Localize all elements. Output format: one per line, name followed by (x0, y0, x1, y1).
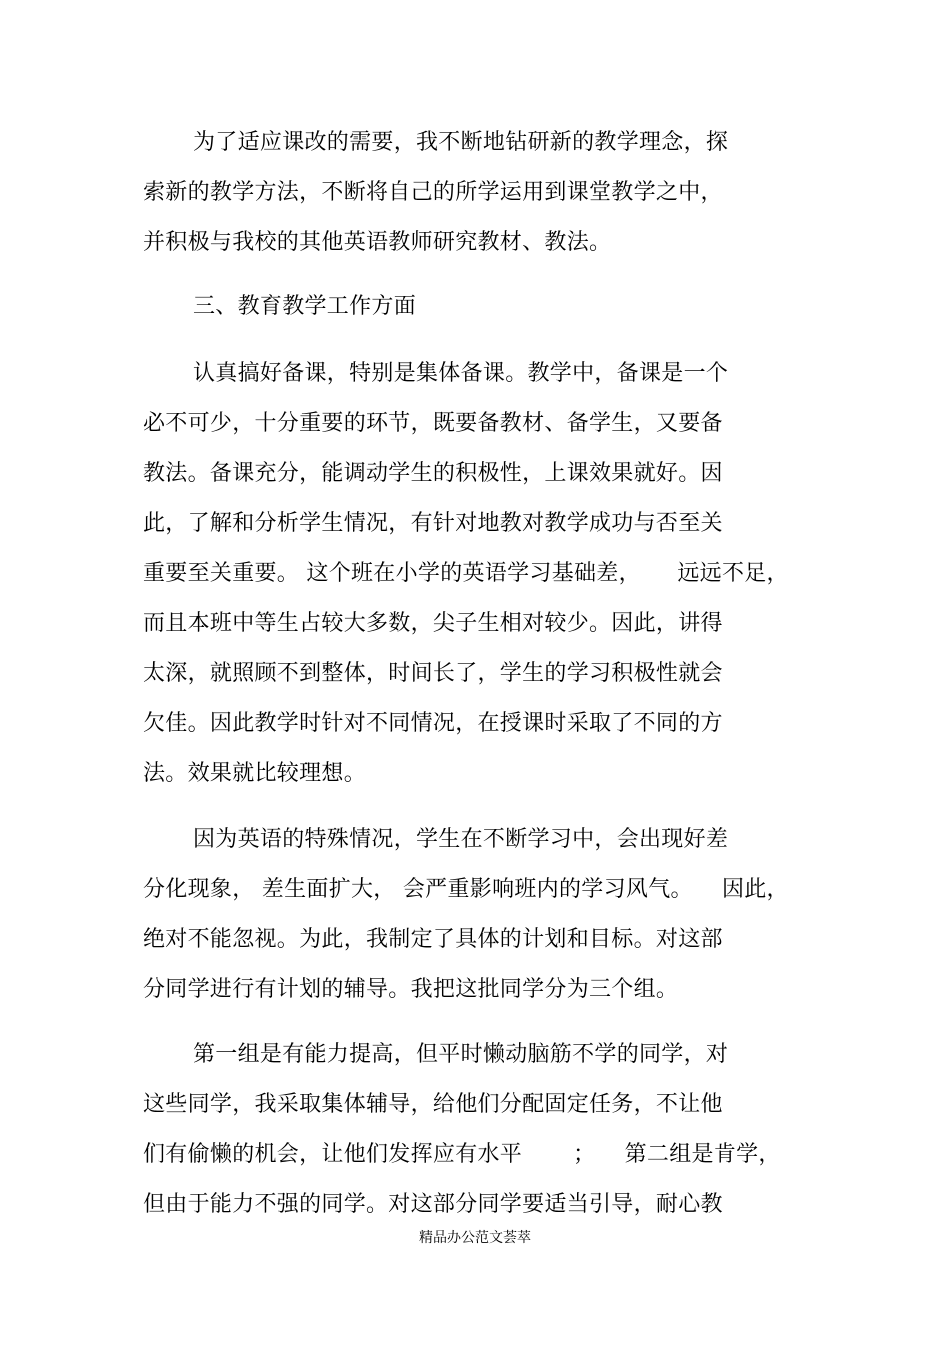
paragraph-5-line-3: 们有偷懒的机会，让他们发挥应有水平 ； 第二组是肯学， (143, 1142, 781, 1167)
paragraph-3-line-7: 太深，就照顾不到整体，时间长了，学生的学习积极性就会 (143, 661, 723, 686)
paragraph-3-line-2: 必不可少，十分重要的环节，既要备教材、备学生，又要备 (143, 411, 723, 436)
paragraph-1-line-1: 为了适应课改的需要，我不断地钻研新的教学理念，探 (193, 130, 729, 155)
paragraph-1-line-2: 索新的教学方法，不断将自己的所学运用到课堂教学之中， (143, 180, 723, 205)
paragraph-3-line-4: 此，了解和分析学生情况，有针对地教对教学成功与否至关 (143, 511, 723, 536)
paragraph-3-line-3: 教法。备课充分，能调动学生的积极性，上课效果就好。因 (143, 461, 723, 486)
paragraph-3-line-9: 法。效果就比较理想。 (143, 761, 367, 786)
page-footer: 精品办公范文荟萃 (419, 1230, 531, 1246)
paragraph-4-line-2: 分化现象， 差生面扩大， 会严重影响班内的学习风气。 因此， (143, 877, 789, 902)
paragraph-3-line-8: 欠佳。因此教学时针对不同情况，在授课时采取了不同的方 (143, 711, 723, 736)
paragraph-4-line-3: 绝对不能忽视。为此，我制定了具体的计划和目标。对这部 (143, 927, 723, 952)
paragraph-5-line-2: 这些同学，我采取集体辅导，给他们分配固定任务，不让他 (143, 1092, 723, 1117)
paragraph-4-line-1: 因为英语的特殊情况，学生在不断学习中，会出现好差 (193, 827, 729, 852)
paragraph-3-line-5: 重要至关重要。 这个班在小学的英语学习基础差， 远远不足， (143, 561, 789, 586)
paragraph-1-line-3: 并积极与我校的其他英语教师研究教材、教法。 (143, 230, 612, 255)
paragraph-3-line-1: 认真搞好备课，特别是集体备课。教学中，备课是一个 (193, 361, 729, 386)
paragraph-5-line-1: 第一组是有能力提高，但平时懒动脑筋不学的同学，对 (193, 1042, 729, 1067)
section-heading: 三、教育教学工作方面 (193, 294, 417, 319)
paragraph-4-line-4: 分同学进行有计划的辅导。我把这批同学分为三个组。 (143, 977, 679, 1002)
paragraph-5-line-4: 但由于能力不强的同学。对这部分同学要适当引导，耐心教 (143, 1192, 723, 1217)
paragraph-3-line-6: 而且本班中等生占较大多数，尖子生相对较少。因此，讲得 (143, 611, 723, 636)
